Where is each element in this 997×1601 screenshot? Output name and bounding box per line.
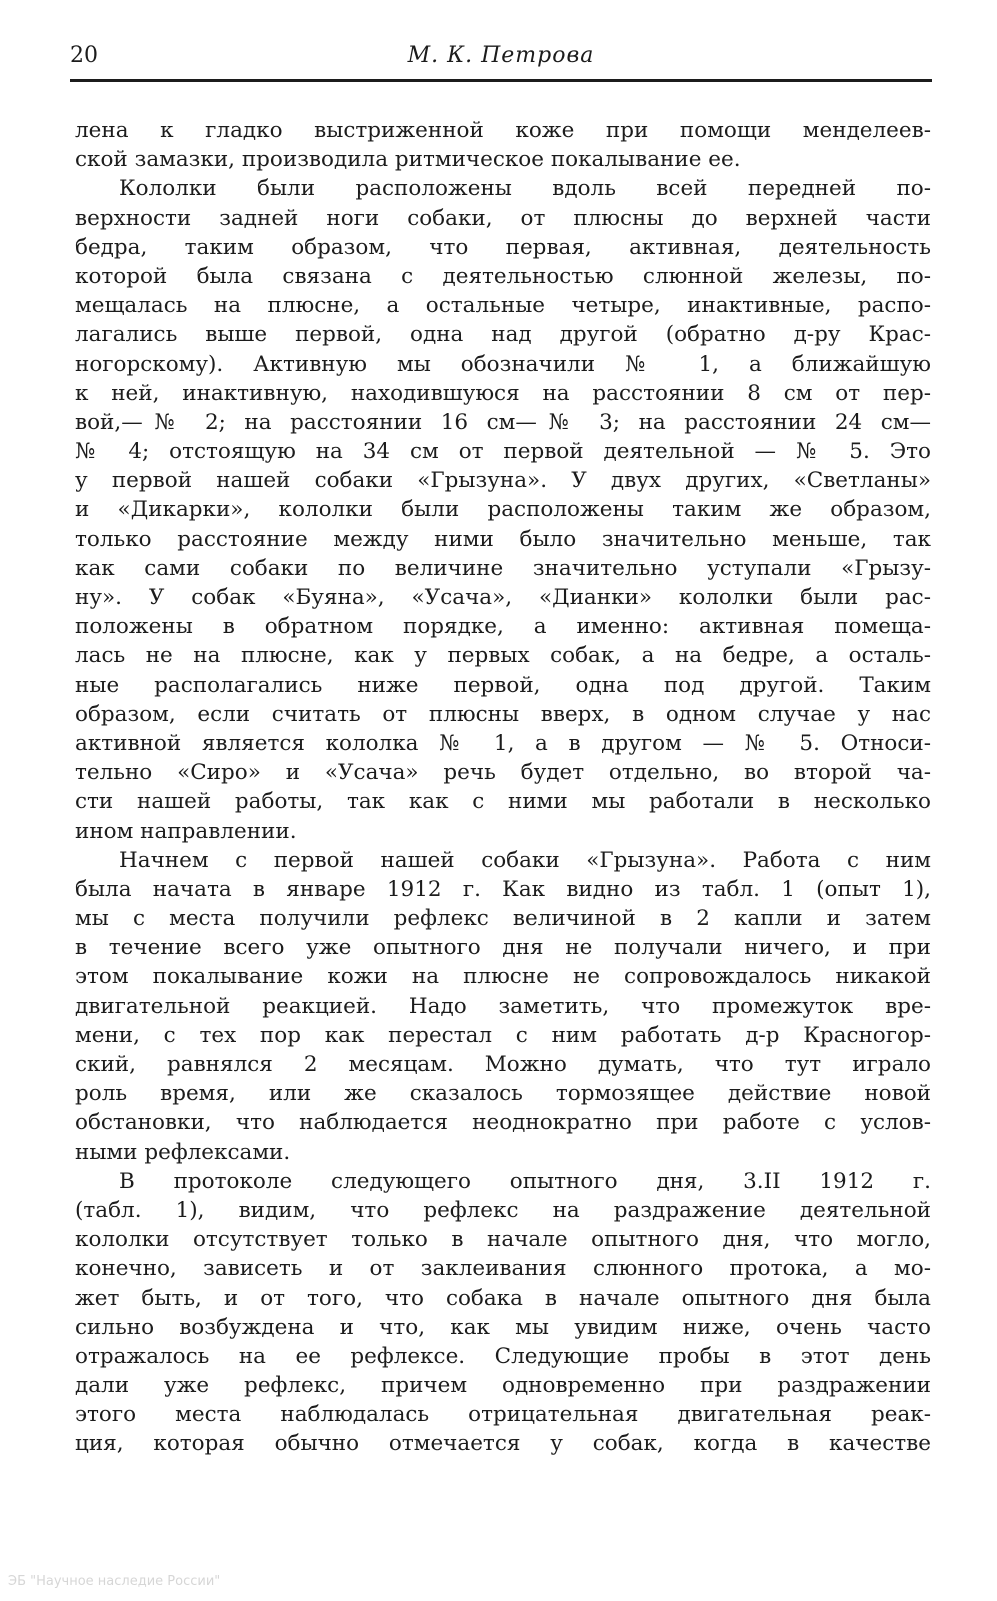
text-line: двигательной реакцией. Надо заметить, что промежуток вре-	[75, 993, 931, 1019]
text-line: образом, если считать от плюсны вверх, в одном случае у нас	[75, 701, 931, 727]
watermark: ЭБ "Научное наследие России"	[8, 1574, 221, 1589]
text-line: ской замазки, производила ритмическое покалывание ее.	[75, 147, 741, 173]
text-line: тельно «Сиро» и «Усача» речь будет отдельно, во второй ча-	[75, 760, 931, 786]
text-line: ну». У собак «Буяна», «Усача», «Дианки» кололки были рас-	[75, 585, 931, 610]
text-line: ский, равнялся 2 месяцам. Можно думать, что тут играло	[75, 1052, 931, 1077]
text-line: мени, с тех пор как перестал с ним работать д-р Красногор-	[75, 1022, 931, 1048]
text-line: дали уже рефлекс, причем одновременно при раздражении	[75, 1373, 931, 1399]
text-line: лагались выше первой, одна над другой (обратно д-ру Крас-	[75, 322, 931, 348]
text-line: вой,—№ 2; на расстоянии 16 см—№ 3; на расстоянии 24 см—	[75, 409, 931, 435]
text-line: бедра, таким образом, что первая, активная, деятельность	[75, 234, 931, 260]
text-line: обстановки, что наблюдается неоднократно при работе с услов-	[75, 1110, 931, 1136]
text-line: жет быть, и от того, что собака в начале опытного дня была	[75, 1285, 931, 1311]
text-line: ция, которая обычно отмечается у собак, когда в качестве	[75, 1431, 931, 1457]
text-line: отражалось на ее рефлексе. Следующие пробы в этот день	[75, 1343, 931, 1369]
text-line: положены в обратном порядке, а именно: активная помеща-	[75, 614, 931, 640]
text-line: этого места наблюдалась отрицательная двигательная реак-	[75, 1402, 931, 1428]
body-text	[75, 116, 931, 1459]
text-line: и «Дикарки», кололки были расположены таким же образом,	[75, 497, 931, 523]
text-line: лена к гладко выстриженной коже при помощи менделеев-	[75, 118, 931, 143]
text-line: только расстояние между ними было значительно меньше, так	[75, 526, 931, 552]
text-line: лась не на плюсне, как у первых собак, а на бедре, а осталь-	[75, 643, 931, 669]
paragraph-start-line: Начнем с первой нашей собаки «Грызуна». Работа с ним	[119, 847, 931, 873]
text-line: была начата в январе 1912 г. Как видно из табл. 1 (опыт 1),	[75, 876, 931, 902]
text-line: мещалась на плюсне, а остальные четыре, инактивные, распо-	[75, 293, 931, 319]
text-line: № 4; отстоящую на 34 см от первой деятельной — № 5. Это	[75, 439, 931, 465]
text-line: активной является кололка № 1, а в другом — № 5. Относи-	[75, 730, 931, 756]
text-line: роль время, или же сказалось тормозящее действие новой	[75, 1081, 931, 1107]
text-line: ногорскому). Активную мы обозначили № 1, а ближайшую	[75, 351, 931, 377]
page-header	[70, 40, 932, 74]
text-line: к ней, инактивную, находившуюся на расстоянии 8 см от пер-	[75, 380, 931, 406]
text-line: мы с места получили рефлекс величиной в 2 капли и затем	[75, 906, 931, 932]
text-line: сти нашей работы, так как с ними мы работали в несколько	[75, 789, 931, 815]
page-number: 20	[70, 43, 98, 68]
text-line: (табл. 1), видим, что рефлекс на раздражение деятельной	[75, 1197, 931, 1223]
running-title: М. К. Петрова	[407, 43, 595, 68]
paragraph-start-line: В протоколе следующего опытного дня, 3.II 1912 г.	[119, 1168, 931, 1194]
text-line: у первой нашей собаки «Грызуна». У двух других, «Светланы»	[75, 468, 931, 494]
text-line: ными рефлексами.	[75, 1139, 291, 1165]
text-line: кололки отсутствует только в начале опытного дня, что могло,	[75, 1227, 931, 1253]
text-line: ные располагались ниже первой, одна под другой. Таким	[75, 672, 931, 698]
header-rule	[70, 79, 932, 82]
text-line: ином направлении.	[75, 818, 297, 844]
text-line: верхности задней ноги собаки, от плюсны до верхней части	[75, 205, 931, 231]
text-line: в течение всего уже опытного дня не получали ничего, и при	[75, 935, 931, 961]
text-line: конечно, зависеть и от заклеивания слюнного протока, а мо-	[75, 1256, 931, 1282]
text-line: этом покалывание кожи на плюсне не сопровождалось никакой	[75, 964, 931, 990]
paragraph-start-line: Кололки были расположены вдоль всей передней по-	[119, 176, 931, 202]
text-line: сильно возбуждена и что, как мы увидим ниже, очень часто	[75, 1314, 931, 1340]
text-line: как сами собаки по величине значительно уступали «Грызу-	[75, 555, 931, 581]
text-line: которой была связана с деятельностью слюнной железы, по-	[75, 263, 931, 289]
